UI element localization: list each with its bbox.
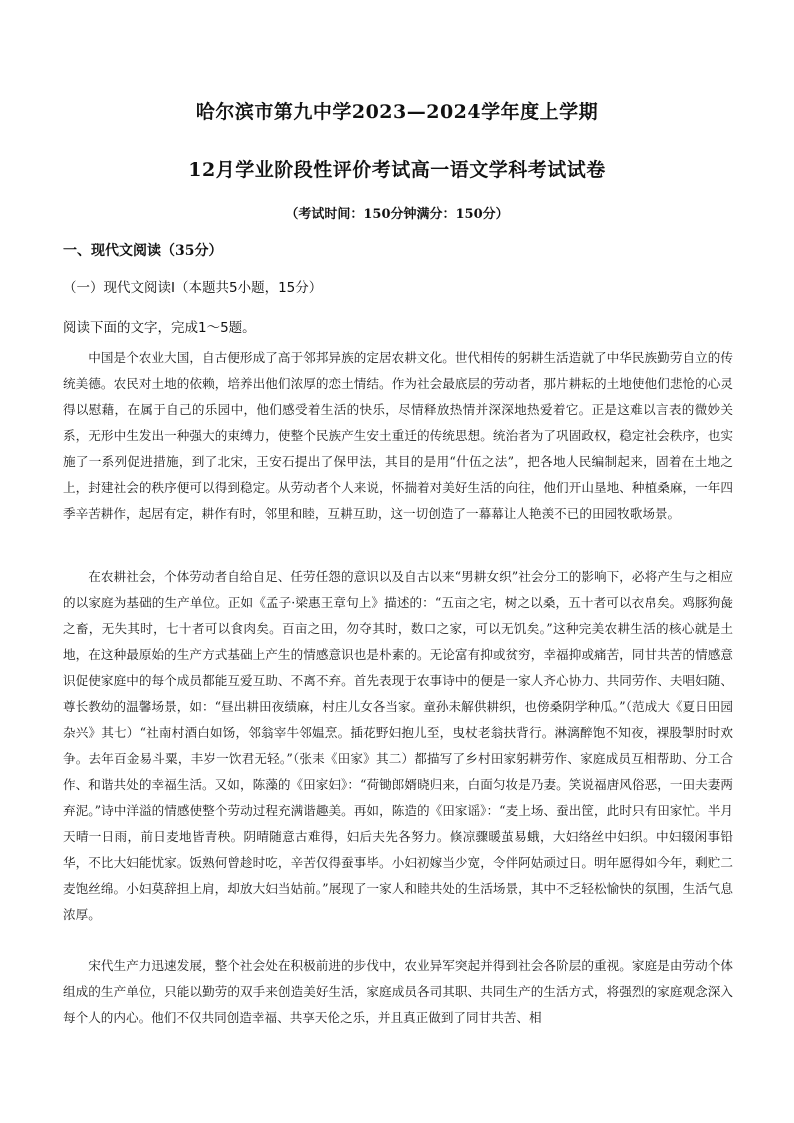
article-paragraph: 在农耕社会，个体劳动者自给自足、任劳任怨的意识以及自古以来“男耕女织”社会分工的影响下，必将产生与之相应的以家庭为基础的生产单位。正如《孟子·梁惠王章句上》描述的：“五亩之宅，树之以桑，五十者可以衣帛矣。鸡豚狗彘之畜，无失其时，七十者可以食肉矣。百亩之田，勿夺其时，数口之家，可以无饥矣。”这种完美农耕生活的核心就是土地，在这种最原始的生产方式基础上产生的情感意识也是朴素的。无论富有抑或贫穷，幸福抑或痛苦，同甘共苦的情感意识促使家庭中的每个成员都能互爱互助、不离不弃。首先表现于农事诗中的便是一家人齐心协力、共同劳作、夫唱妇随、尊长教幼的温馨场景，如：“昼出耕田夜绩麻，村庄儿女各当家。童孙未解供耕织，也傍桑阴学种瓜。”（范成大《夏日田园杂兴》其七）“社南村酒白如饧，邻翁宰牛邻媪烹。插花野妇抱儿至，曳杖老翁扶背行。淋漓醉饱不知夜，裸股掣肘时欢争。去年百金易斗粟，丰岁一饮君无轻。”（张耒《田家》其二）都描写了乡村田家躬耕劳作、家庭成员互相帮助、分工合作、和谐共处的幸福生活。又如，陈藻的《田家妇》：“荷锄郎婿晓归来，白面匀妆是乃妻。笑说福唐风俗恶，一田夫妻两弃泥。”诗中洋溢的情感使整个劳动过程充满谐趣美。再如，陈造的《田家谣》：“麦上场、蚕出筐，此时只有田家忙。半月天晴一日雨，前日麦地皆青秧。阴晴随意古难得，妇后夫先各努力。倏凉骤暖茧易蛾，大妇络丝中妇织。中妇辍闲事铅华，不比大妇能忧家。饭熟何曾趁时吃，辛苦仅得蚕事毕。小妇初嫁当少宽，令伴阿姑顽过日。明年愿得如今年，剩贮二麦饱丝绵。小妇莫辞担上肩，却放大妇当姑前。”展现了一家人和睦共处的生活场景，其中不乏轻松愉快的氛围，生活气息浓厚。 (63, 569, 733, 922)
section-heading: 一、现代文阅读（35分） (63, 243, 223, 259)
article-paragraph: 中国是个农业大国，自古便形成了高于邻邦异族的定居农耕文化。世代相传的躬耕生活造就了中华民族勤劳自立的传统美德。农民对土地的依赖，培养出他们浓厚的恋土情结。作为社会最底层的劳动者，那片耕耘的土地使他们悲怆的心灵得以慰藉，在属于自己的乐园中，他们感受着生活的快乐，尽情释放热情并深深地热爱着它。正是这难以言表的微妙关系，无形中生发出一种强大的束缚力，使整个民族产生安土重迁的传统思想。统治者为了巩固政权，稳定社会秩序，也实施了一系列促进措施，到了北宋，王安石提出了保甲法，其目的是用“什伍之法”，把各地人民编制起来，固着在土地之上，封建社会的秩序便可以得到稳定。从劳动者个人来说，怀揣着对美好生活的向往，他们开山垦地、种植桑麻，一年四季辛苦耕作，起居有定，耕作有时，邻里和睦，互耕互助，这一切创造了一幕幕让人艳羡不已的田园牧歌场景。 (63, 350, 733, 521)
exam-title-line1: 哈尔滨市第九中学2023—2024学年度上学期 (195, 101, 599, 123)
reading-instruction: 阅读下面的文字，完成1～5题。 (63, 320, 256, 336)
article-paragraph: 宋代生产力迅速发展，整个社会处在积极前进的步伐中，农业异军突起并得到社会各阶层的重视。家庭是由劳动个体组成的生产单位，只能以勤劳的双手来创造美好生活，家庭成员各司其职、共同生产的生活方式，将强烈的家庭观念深入每个人的内心。他们不仅共同创造幸福、共享天伦之乐，并且真正做到了同甘共苦、相 (63, 958, 733, 1025)
exam-time-info: （考试时间：150分钟满分：150分） (285, 207, 509, 222)
subsection-heading: （一）现代文阅读Ⅰ（本题共5小题，15分） (63, 280, 323, 296)
exam-title-line2: 12月学业阶段性评价考试高一语文学科考试试卷 (188, 159, 606, 181)
